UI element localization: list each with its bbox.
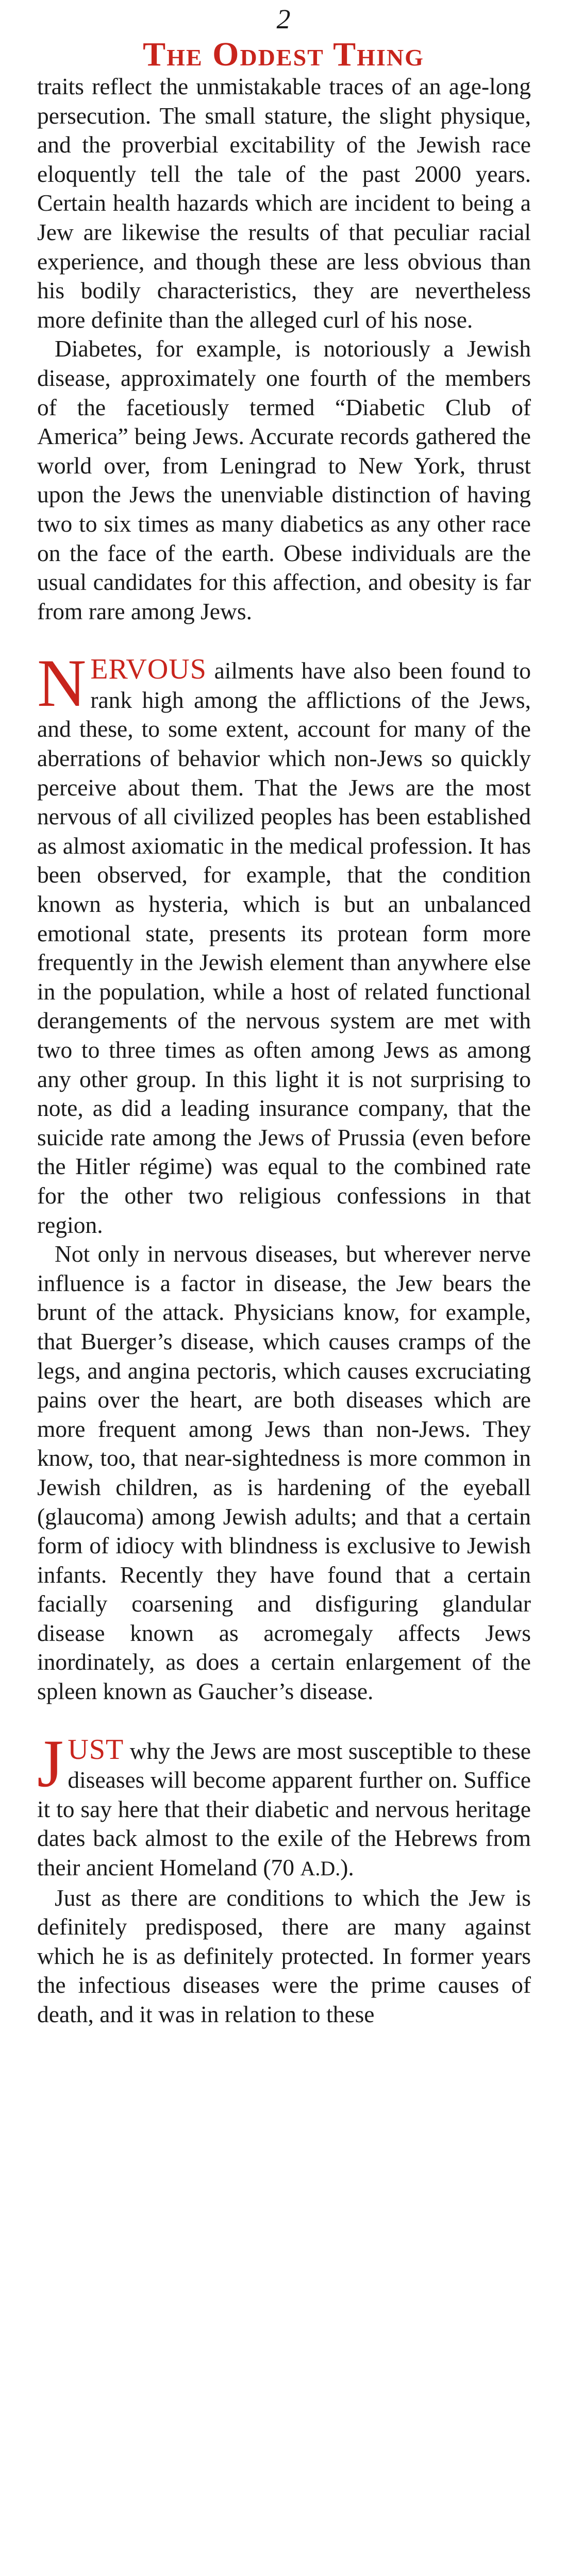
lead-word: ERVOUS: [90, 653, 207, 686]
paragraph: Not only in nervous diseases, but wherever nerve influence is a factor in disease, the Jew bears the brunt of the attack. Physicians know, for example, that Buerger’s disease, which causes cramps of the legs, and angina pectoris, which causes excruciating pains over the heart, are both diseases which are more frequent among Jews than non-Jews. They know, too, that near-sightedness is more common in Jewish children, as is hardening of the eyeball (glaucoma) among Jewish adults; and that a certain form of idiocy with blindness is exclusive to Jewish infants. Recently they have found that a certain facially coarsening and disfiguring glandular disease known as acromegaly affects Jews inordinately, as does a certain enlargement of the spleen known as Gaucher’s disease.: [37, 1241, 531, 1705]
section-paragraph: [37, 645, 531, 1240]
lead-word: UST: [68, 1733, 124, 1766]
drop-cap: J: [37, 1725, 64, 1801]
section-paragraph: [37, 1725, 531, 1884]
section-break: [37, 626, 531, 655]
drop-cap: N: [37, 645, 87, 721]
paragraph: Diabetes, for example, is notoriously a Jewish disease, approximately one fourth of the members of the facetiously termed “Diabetic Club of America” being Jews. Accurate records gathered the world over, from Leningrad to New York, thrust upon the Jews the unenviable distinction of having two to six times as many diabetics as any other race on the face of the earth. Obese individuals are the usual candidates for this affection, and obesity is far from rare among Jews.: [37, 335, 531, 624]
era-abbreviation: A.D.: [300, 1857, 341, 1880]
section-break: [37, 1706, 531, 1735]
paragraph-text: ).: [340, 1854, 354, 1881]
paragraph: traits reflect the unmistakable traces of an age-long persecution. The small stature, the slight physique, and the proverbial excitability of the Jewish race eloquently tell the tale of the past 2000 years. Certain health hazards which are incident to being a Jew are likewise the results of that peculiar racial experience, and though these are less obvious than his bodily characteristics, they are nevertheless more definite than the alleged curl of his nose.: [37, 73, 531, 333]
paragraph-text: ailments have also been found to rank high among the afflictions of the Jews, and these, to some extent, account for many of the aberrations of behavior which non-Jews so quickly perceive about them. That the Jews are the most nervous of all civilized peoples has been established as almost axiomatic in the medical profession. It has been observed, for example, that the condition known as hysteria, which is but an unbalanced emotional state, presents its protean form more frequently in the Jewish element than anywhere else in the population, while a host of related functional derangements of the nervous system are met with two to three times as often among Jews as among any other group. In this light it is not surprising to note, as did a leading insurance company, that the suicide rate among the Jews of Prussia (even before the Hitler régime) was equal to the combined rate for the other two religious confessions in that region.: [37, 657, 531, 1238]
article-body: [37, 72, 531, 2029]
page-number: 2: [276, 4, 291, 35]
paragraph: Just as there are conditions to which the Jew is definitely predisposed, there are many against which he is as definitely protected. In former years the infectious diseases were the prime causes of death, and it was in relation to these: [37, 1884, 531, 2027]
paragraph-text: why the Jews are most susceptible to these diseases will become apparent further on. Suffice it to say here that their diabetic and nervous heritage dates back almost to the exile of the Hebrews from their ancient Homeland (70: [37, 1737, 531, 1881]
article-title: The Oddest Thing: [143, 36, 424, 73]
